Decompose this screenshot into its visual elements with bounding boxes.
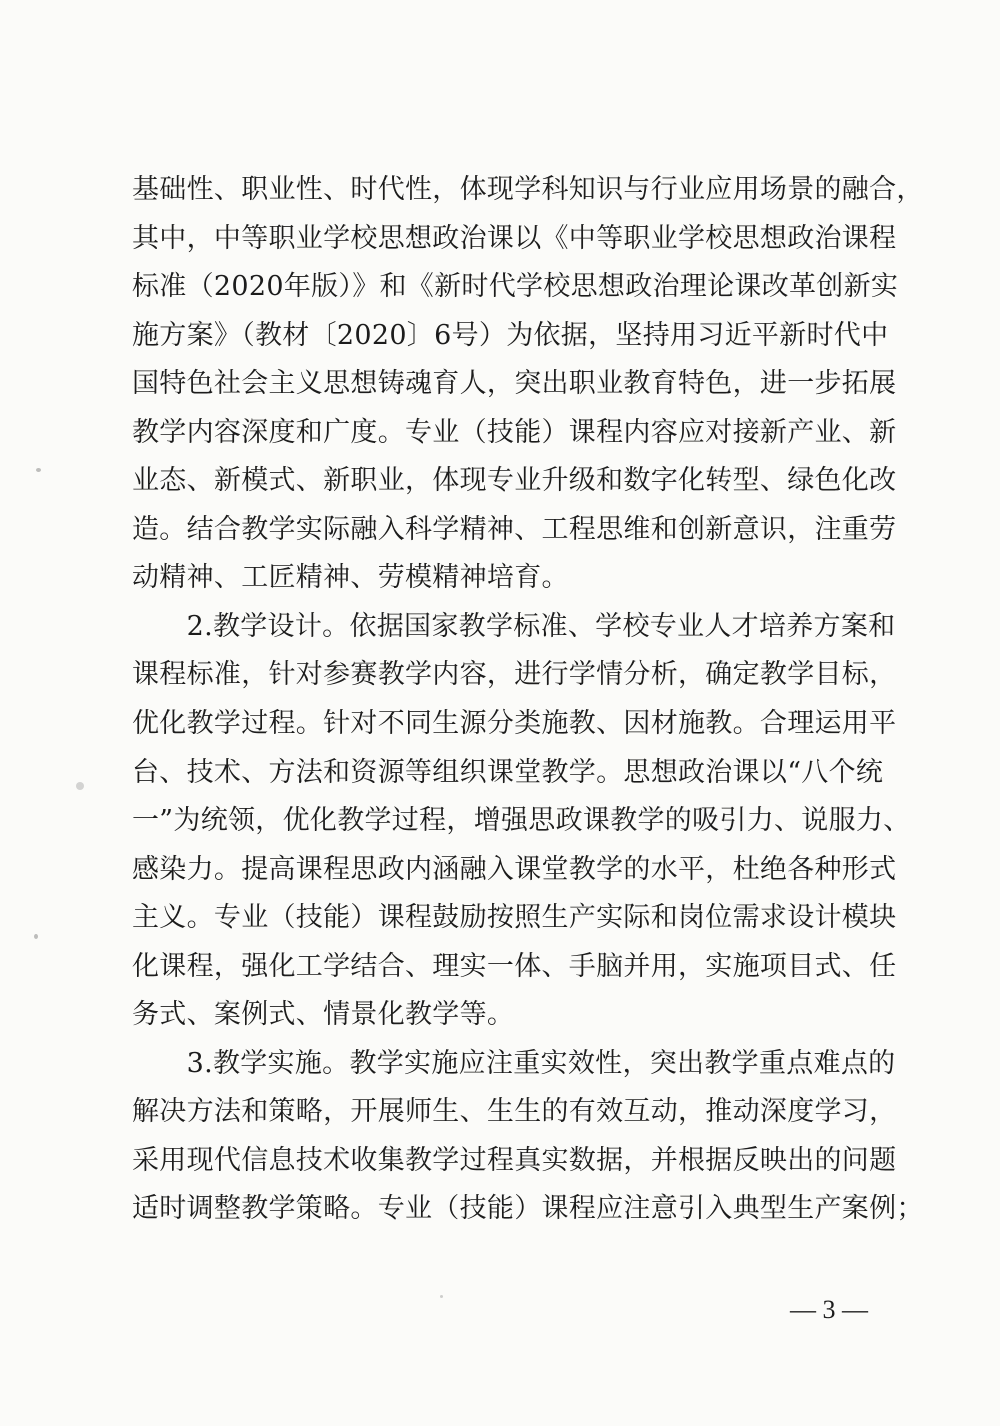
text-line-21: 采用现代信息技术收集教学过程真实数据，并根据反映出的问题 <box>132 1144 897 1176</box>
text-line-4: 施方案》（教材〔2020〕6号）为依据，坚持用习近平新时代中 <box>132 319 889 351</box>
text-line-3: 标准（2020年版）》和《新时代学校思想政治理论课改革创新实 <box>132 271 899 303</box>
text-line-2: 其中，中等职业学校思想政治课以《中等职业学校思想政治课程 <box>132 222 897 254</box>
body-text <box>132 166 924 1234</box>
text-line-7: 业态、新模式、新职业，体现专业升级和数字化转型、绿色化改 <box>132 465 897 497</box>
page-number: — 3 — <box>790 1295 868 1324</box>
text-line-9: 动精神、工匠精神、劳模精神培育。 <box>132 562 569 594</box>
text-line-14: 一”为统领，优化教学过程，增强思政课教学的吸引力、说服力、 <box>132 805 911 837</box>
text-line-8: 造。结合教学实际融入科学精神、工程思维和创新意识，注重劳 <box>132 513 897 545</box>
scan-speck <box>34 934 38 939</box>
text-line-1: 基础性、职业性、时代性，体现学科知识与行业应用场景的融合， <box>132 174 924 205</box>
text-line-12: 优化教学过程。针对不同生源分类施教、因材施教。合理运用平 <box>132 708 897 740</box>
text-line-17: 化课程，强化工学结合、理实一体、手脑并用，实施项目式、任 <box>132 950 897 982</box>
scan-speck <box>76 782 84 790</box>
text-line-15: 感染力。提高课程思政内涵融入课堂教学的水平，杜绝各种形式 <box>132 853 897 885</box>
scan-speck <box>36 468 41 472</box>
text-line-5: 国特色社会主义思想铸魂育人，突出职业教育特色，进一步拓展 <box>132 368 897 400</box>
text-line-22: 适时调整教学策略。专业（技能）课程应注意引入典型生产案例； <box>132 1193 924 1225</box>
text-line-11: 课程标准，针对参赛教学内容，进行学情分析，确定教学目标， <box>132 659 897 691</box>
text-line-16: 主义。专业（技能）课程鼓励按照生产实际和岗位需求设计模块 <box>132 902 897 934</box>
text-line-6: 教学内容深度和广度。专业（技能）课程内容应对接新产业、新 <box>132 416 897 448</box>
text-line-13: 台、技术、方法和资源等组织课堂教学。思想政治课以“八个统 <box>132 756 884 788</box>
text-line-19: 3.教学实施。教学实施应注重实效性，突出教学重点难点的 <box>132 1047 896 1079</box>
scan-speck <box>440 1295 443 1298</box>
text-line-18: 务式、案例式、情景化教学等。 <box>132 999 515 1031</box>
text-line-10: 2.教学设计。依据国家教学标准、学校专业人才培养方案和 <box>132 610 896 642</box>
text-line-20: 解决方法和策略，开展师生、生生的有效互动，推动深度学习， <box>132 1096 897 1128</box>
